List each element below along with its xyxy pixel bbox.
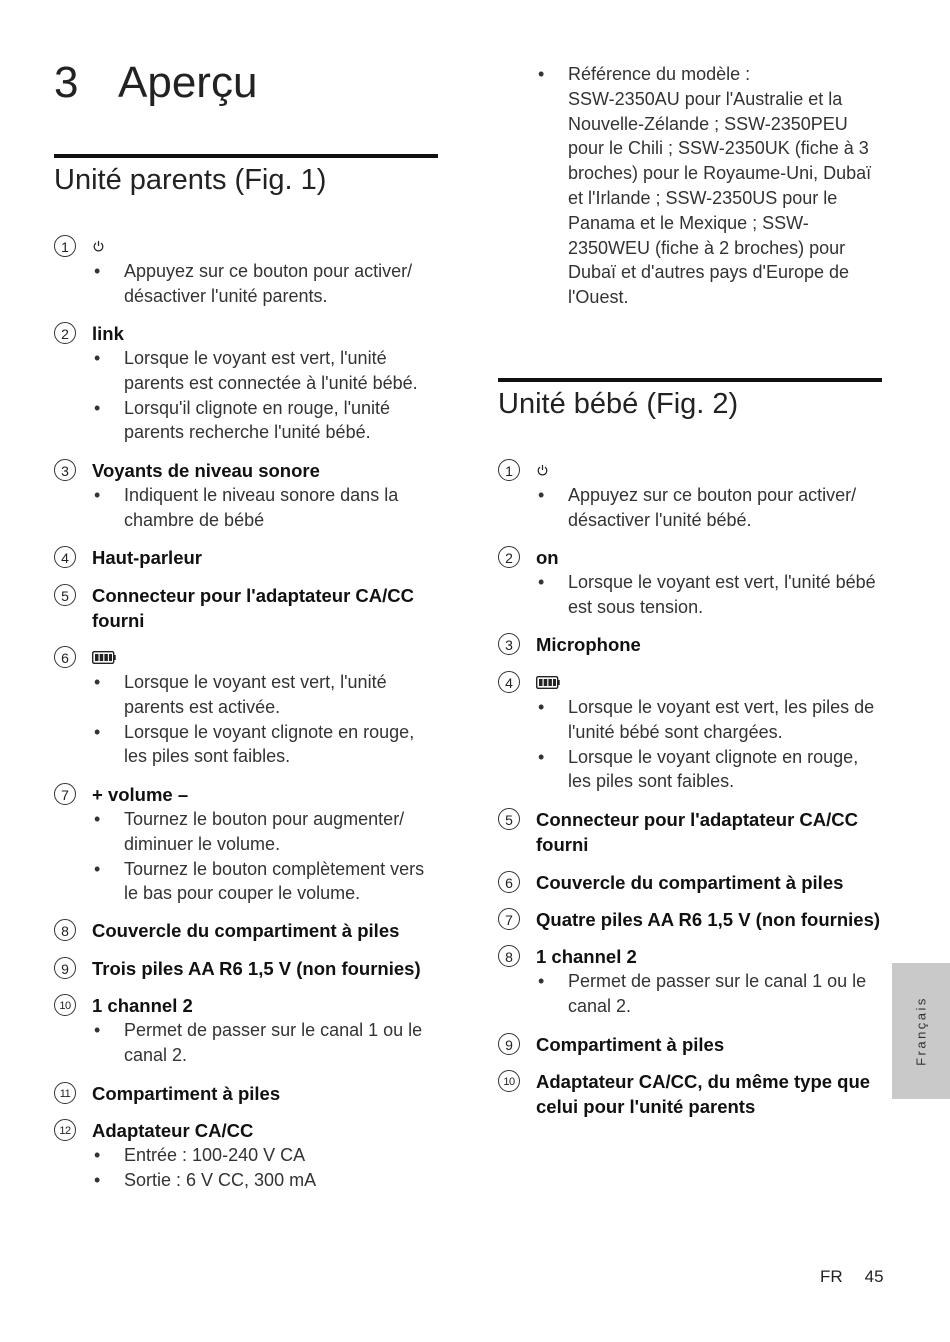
model-reference-item [498,62,883,310]
list-item [498,545,883,620]
item-title: Microphone [536,634,641,655]
item-header [498,670,883,695]
battery-icon [536,676,560,689]
bullet-item: • Lorsque le voyant clignote en rouge, les piles sont faibles. [498,745,883,795]
item-number-badge: 3 [54,459,76,481]
item-header [498,907,883,932]
bullet-list [498,570,883,620]
item-title: Haut-parleur [92,547,202,568]
power-icon [536,464,549,477]
list-item [54,782,439,906]
bullet-item: • Lorsque le voyant est vert, l'unité parents est connectée à l'unité bébé. [54,346,439,396]
model-reference-label: Référence du modèle : [568,64,751,84]
bullet-item: • Lorsque le voyant est vert, l'unité parents est activée. [54,670,439,720]
item-number-badge: 6 [54,646,76,668]
footer-language: FR [820,1267,843,1286]
list-item [498,632,883,657]
item-title: Connecteur pour l'adaptateur CA/CC fourni [536,809,859,855]
power-icon [92,240,105,253]
item-number-badge: 10 [498,1070,520,1092]
bullet-item: • Permet de passer sur le canal 1 ou le canal 2. [498,969,883,1019]
list-item [54,918,439,943]
item-title: on [536,547,559,568]
item-header [54,458,439,483]
page-footer [820,1267,884,1287]
item-number-badge: 7 [498,908,520,930]
bullet-list [54,346,439,445]
item-header [54,782,439,807]
bullet-list [54,670,439,769]
item-title: Adaptateur CA/CC, du même type que celui pour l'unité parents [536,1071,871,1117]
chapter-heading [54,58,257,108]
list-item [54,1081,439,1106]
chapter-title: Aperçu [118,58,258,107]
bullet-list [498,969,883,1019]
item-number-badge: 3 [498,633,520,655]
list-item [498,807,883,857]
item-header [54,918,439,943]
item-number-badge: 7 [54,783,76,805]
item-title: Compartiment à piles [536,1034,725,1055]
list-item [498,1032,883,1057]
page-number: 45 [864,1267,884,1286]
item-number-badge: 9 [54,957,76,979]
list-item [54,645,439,769]
item-number-badge: 5 [54,584,76,606]
bullet-item: • Tournez le bouton pour augmenter/ diminuer le volume. [54,807,439,857]
item-header [54,1081,439,1106]
chapter-number: 3 [54,58,79,107]
item-number-badge: 4 [54,546,76,568]
item-header [498,632,883,657]
item-title: Couvercle du compartiment à piles [92,920,400,941]
item-header [498,545,883,570]
bullet-item: • Tournez le bouton complètement vers le bas pour couper le volume. [54,857,439,907]
item-header [54,956,439,981]
item-title: Quatre piles AA R6 1,5 V (non fournies) [536,909,881,930]
item-number-badge: 10 [54,994,76,1016]
item-number-badge: 1 [498,459,520,481]
item-number-badge: 1 [54,235,76,257]
list-item [54,545,439,570]
item-title: link [92,323,124,344]
item-header [54,583,439,633]
item-header [498,944,883,969]
baby-section-header [498,378,882,421]
bullet-item: • Appuyez sur ce bouton pour activer/ désactiver l'unité bébé. [498,483,883,533]
list-item [54,234,439,309]
item-number-badge: 11 [54,1082,76,1104]
list-item [498,870,883,895]
list-item [498,458,883,533]
list-item [54,956,439,981]
item-header [498,1032,883,1057]
list-item [498,907,883,932]
battery-icon [92,651,116,664]
model-reference-text: SSW-2350AU pour l'Australie et la Nouvelle-Zélande ; SSW-2350PEU pour le Chili ; SSW-2350UK (fiche à 3 broches) pour le Royaume-Uni, Dubaï et l'Irlande ; SSW-2350US pour le Panama et le Mexique ; SSW-2350WEU (fiche à 2 broches) pour Dubaï et d'autres pays d'Europe de l'Ouest. [568,88,872,308]
bullet-list [54,807,439,906]
list-item [498,944,883,1019]
model-reference [498,62,883,310]
item-header [498,1069,883,1119]
bullet-list [498,695,883,794]
list-item [54,583,439,633]
item-header [54,545,439,570]
item-title: 1 channel 2 [536,946,637,967]
item-title: Connecteur pour l'adaptateur CA/CC fourni [92,585,415,631]
bullet-item: • Lorsque le voyant est vert, les piles de l'unité bébé sont chargées. [498,695,883,745]
item-number-badge: 8 [498,945,520,967]
item-header [54,321,439,346]
bullet-item: • Entrée : 100-240 V CA [54,1143,439,1168]
bullet-item: • Appuyez sur ce bouton pour activer/ désactiver l'unité parents. [54,259,439,309]
bullet-item: • Lorsque le voyant est vert, l'unité bébé est sous tension. [498,570,883,620]
item-title: Trois piles AA R6 1,5 V (non fournies) [92,958,421,979]
bullet-item: • Sortie : 6 V CC, 300 mA [54,1168,439,1193]
item-title: Adaptateur CA/CC [92,1120,254,1141]
item-number-badge: 5 [498,808,520,830]
item-number-badge: 6 [498,871,520,893]
item-title: Couvercle du compartiment à piles [536,872,844,893]
bullet-list [54,1018,439,1068]
item-header [54,993,439,1018]
list-item [54,458,439,533]
bullet-item: • Permet de passer sur le canal 1 ou le canal 2. [54,1018,439,1068]
item-number-badge: 12 [54,1119,76,1141]
list-item [54,993,439,1068]
item-header [54,1118,439,1143]
item-number-badge: 8 [54,919,76,941]
list-item [498,1069,883,1119]
item-number-badge: 4 [498,671,520,693]
item-number-badge: 2 [498,546,520,568]
item-number-badge: 2 [54,322,76,344]
bullet-list [54,259,439,309]
item-header [54,645,439,670]
language-tab [892,963,950,1099]
bullet-item: • Lorsque le voyant clignote en rouge, les piles sont faibles. [54,720,439,770]
parent-section-header [54,154,438,197]
item-title: Compartiment à piles [92,1083,281,1104]
list-item [498,670,883,794]
item-title: 1 channel 2 [92,995,193,1016]
item-header [498,807,883,857]
item-header [54,234,439,259]
bullet-list [54,1143,439,1193]
item-number-badge: 9 [498,1033,520,1055]
item-header [498,458,883,483]
bullet-item: • Indiquent le niveau sonore dans la chambre de bébé [54,483,439,533]
section-title-parent: Unité parents (Fig. 1) [54,164,327,196]
bullet-list [498,483,883,533]
item-header [498,870,883,895]
list-item [54,321,439,445]
list-item [54,1118,439,1193]
bullet-item: • Lorsqu'il clignote en rouge, l'unité parents recherche l'unité bébé. [54,396,439,446]
item-title: Voyants de niveau sonore [92,460,320,481]
language-tab-label: Français [913,996,929,1066]
item-title: + volume – [92,784,189,805]
section-title-baby: Unité bébé (Fig. 2) [498,388,739,420]
bullet-list [54,483,439,533]
